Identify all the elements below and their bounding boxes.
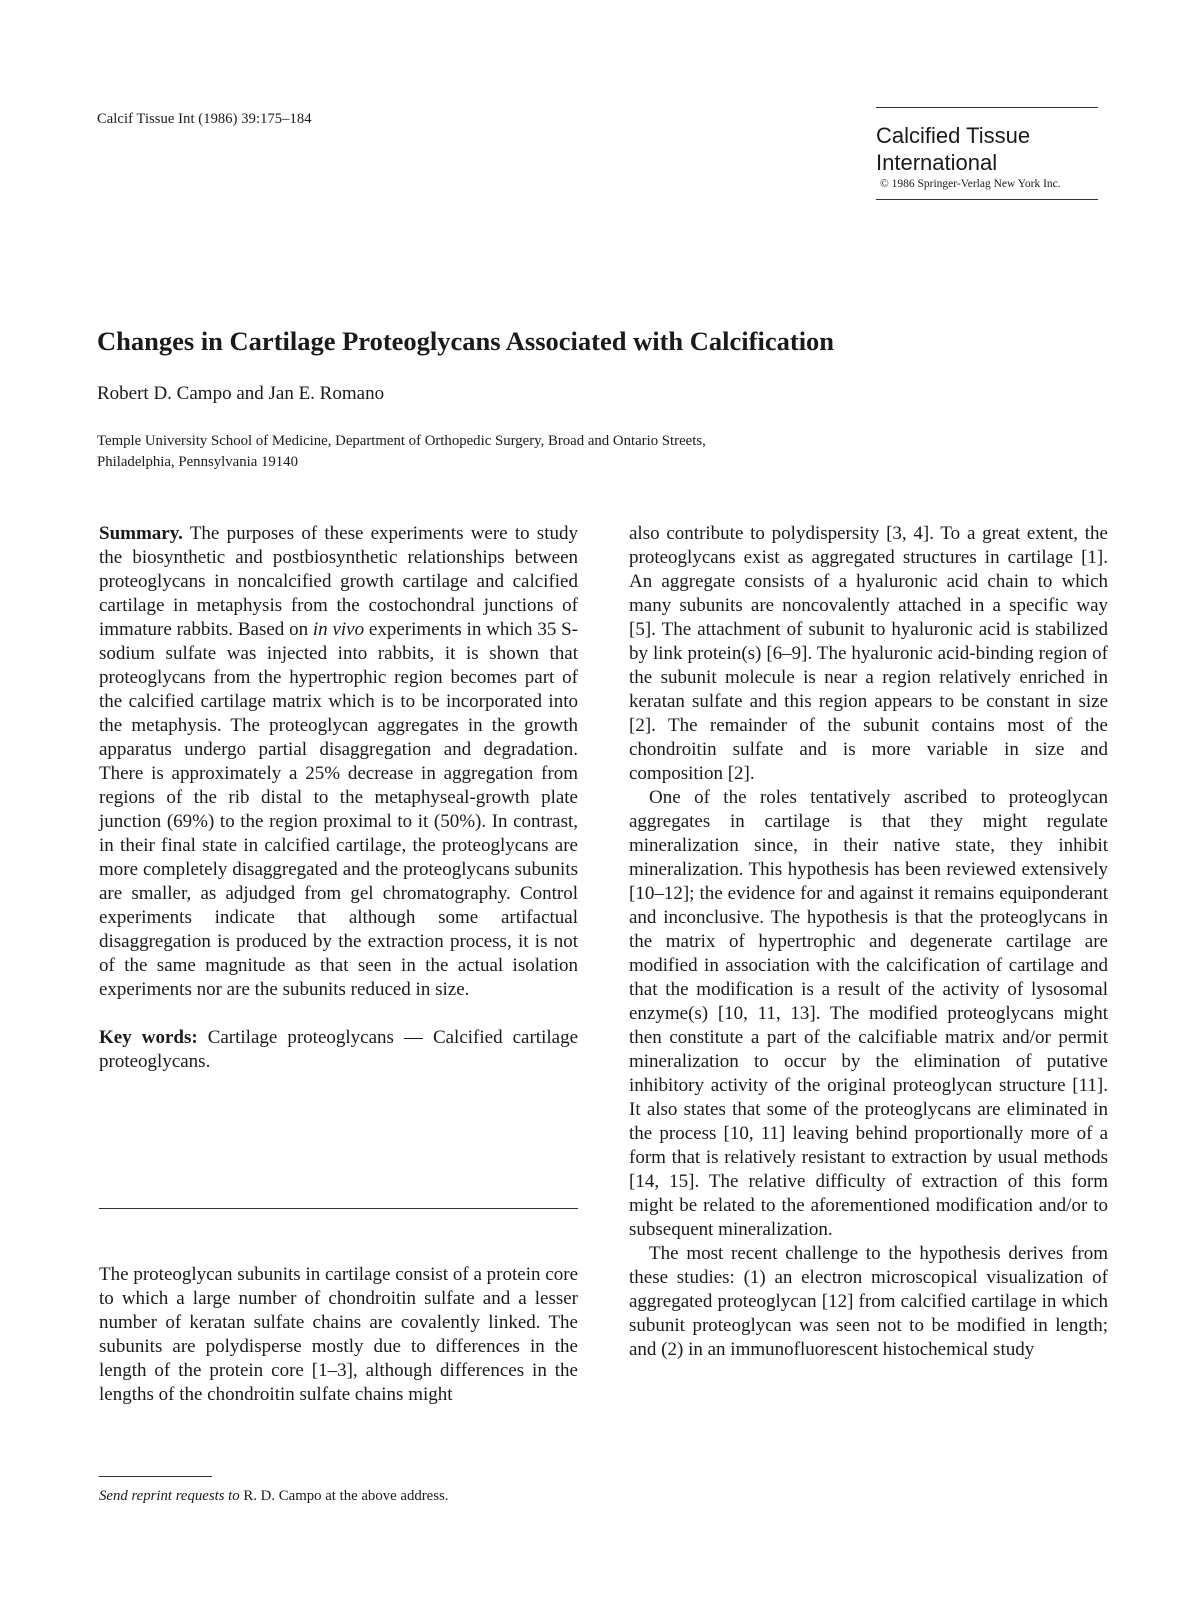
summary-text-part2: experiments in which 35 S-sodium sulfate was injected into rabbits, it is shown that proteoglycans from the hypertrophic region becomes part of the calcified cartilage matrix which is to be incorporated into the metaphysis. The proteoglycan aggregates in the growth apparatus undergo partial disaggregation and degradation. There is approximately a 25% decrease in aggregation from regions of the rib distal to the metaphyseal-growth plate junction (69%) to the region proximal to it (50%). In contrast, in their final state in calcified cartilage, the proteoglycans are more completely disaggregated and the proteoglycans subunits are smaller, as adjudged from gel chromatography. Control experiments indicate that although some artifactual disaggregation is produced by the extraction process, it is not of the same magnitude as that seen in the actual isolation experiments nor are the subunits reduced in size. [99,619,579,1000]
affiliation-line1: Temple University School of Medicine, Department of Orthopedic Surgery, Broad and Ontario Streets, [97,433,706,449]
affiliation-line2: Philadelphia, Pennsylvania 19140 [97,454,298,470]
footnote-text: R. D. Campo at the above address. [243,1488,449,1504]
footnote-label: Send reprint requests to [99,1488,240,1504]
journal-citation: Calcif Tissue Int (1986) 39:175–184 [97,111,312,127]
keywords-label: Key words: [99,1027,198,1048]
intro-paragraph-1: The proteoglycan subunits in cartilage consist of a protein core to which a large number of chondroitin sulfate and a lesser number of keratan sulfate chains are covalently linked. The subunits are polydisperse mostly due to differences in the length of the protein core [1–3], although differences in the lengths of the chondroitin sulfate chains might [99,1264,578,1405]
footnote-divider [99,1476,212,1477]
left-column [99,522,578,1074]
journal-copyright: © 1986 Springer-Verlag New York Inc. [880,178,1061,190]
journal-name-line1: Calcified Tissue [876,123,1031,148]
body-paragraph-2: One of the roles tentatively ascribed to proteoglycan aggregates in cartilage is that they might regulate mineralization since, in their native state, they inhibit mineralization. This hypothesis has been reviewed extensively [10–12]; the evidence for and against it remains equiponderant and inconclusive. The hypothesis is that the proteoglycans in the matrix of hypertrophic and degenerate cartilage are modified in association with the calcification of cartilage and that the modification is a result of the activity of lysosomal enzyme(s) [10, 11, 13]. The modified proteoglycans might then constitute a part of the calcifiable matrix and/or permit mineralization to occur by the elimination of putative inhibitory activity of the original proteoglycan structure [11]. It also states that some of the proteoglycans are eliminated in the process [10, 11] leaving behind proportionally more of a form that is relatively resistant to extraction by usual methods [14, 15]. The relative difficulty of extraction of this form might be related to the aforementioned modification and/or to subsequent mineralization. [629,787,1108,1240]
keywords-paragraph [99,1026,578,1074]
journal-name-line2: International [876,150,998,175]
body-paragraph-3: The most recent challenge to the hypothesis derives from these studies: (1) an electron microscopical visualization of aggregated proteoglycan [12] from calcified cartilage in which subunit proteoglycan was seen not to be modified in length; and (2) in an immunofluorescent histochemical study [629,1243,1108,1360]
summary-label: Summary. [99,523,183,544]
right-column [629,522,1108,1362]
summary-in-vivo: in vivo [312,619,365,640]
section-divider [99,1208,578,1209]
reprint-footnote [99,1488,448,1505]
summary-paragraph [99,522,578,1002]
summary-text-part1: The purposes of these experiments were to study the biosynthetic and postbiosynthetic relationships between proteoglycans in noncalcified growth cartilage and calcified cartilage in metaphysis from the costochondral junctions of immature rabbits. Based on [99,523,578,640]
article-title: Changes in Cartilage Proteoglycans Associated with Calcification [97,326,835,356]
author-affiliation [97,431,997,473]
keywords-text: Cartilage proteoglycans — Calcified cartilage proteoglycans. [99,1027,578,1072]
body-paragraph-1: also contribute to polydispersity [3, 4]. To a great extent, the proteoglycans exist as aggregated structures in cartilage [1]. An aggregate consists of a hyaluronic acid chain to which many subunits are noncovalently attached in a specific way [5]. The attachment of subunit to hyaluronic acid is stabilized by link protein(s) [6–9]. The hyaluronic acid-binding region of the subunit molecule is near a region relatively enriched in keratan sulfate and this region appears to be constant in size [2]. The remainder of the subunit contains most of the chondroitin sulfate and is more variable in size and composition [2]. [629,523,1108,784]
article-authors: Robert D. Campo and Jan E. Romano [97,383,385,404]
journal-masthead [876,107,1098,200]
